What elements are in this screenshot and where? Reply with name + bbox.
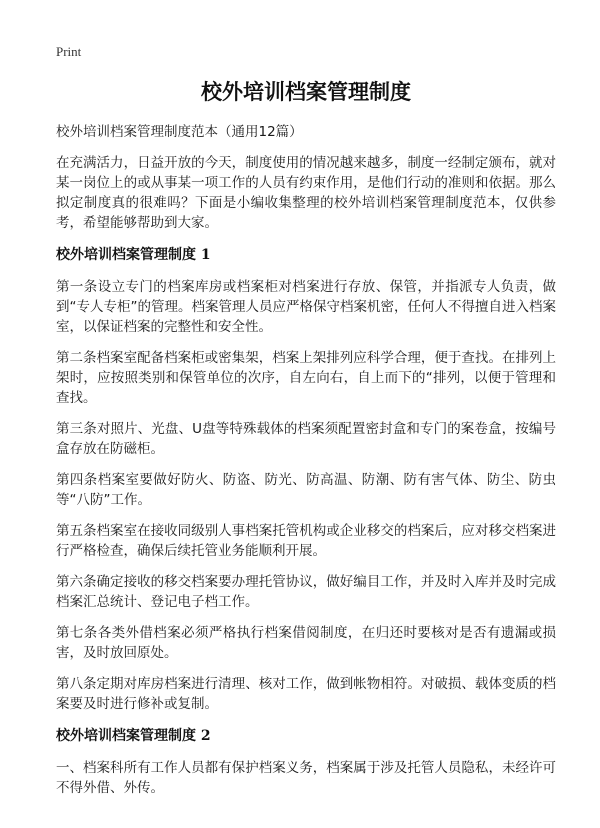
section-paragraph: 第一条设立专门的档案库房或档案柜对档案进行存放、保管，并指派专人负责，做到“专人专柜”的管理。档案管理人员应严格保守档案机密，任何人不得擅自进入档案室，以保证档案的完整性和安全性。 bbox=[56, 279, 556, 335]
section-paragraph: 第二条档案室配备档案柜或密集架，档案上架排列应科学合理，便于查找。在排列上架时，应按照类别和保管单位的次序，自左向右，自上而下的“排列，以便于管理和查找。 bbox=[56, 350, 556, 406]
section-heading: 校外培训档案管理制度 1 bbox=[56, 247, 211, 263]
section-paragraph: 第八条定期对库房档案进行清理、核对工作，做到帐物相符。对破损、载体变质的档案要及时进行修补或复制。 bbox=[56, 676, 556, 712]
section-paragraph: 一、档案科所有工作人员都有保护档案义务，档案属于涉及托管人员隐私，未经许可不得外借、外传。 bbox=[56, 760, 556, 796]
document-title: 校外培训档案管理制度 bbox=[201, 80, 411, 104]
section-heading: 校外培训档案管理制度 2 bbox=[56, 728, 211, 744]
section-paragraph: 第四条档案室要做好防火、防盗、防光、防高温、防潮、防有害气体、防尘、防虫等“八防”工作。 bbox=[56, 472, 556, 508]
section-paragraph: 第六条确定接收的移交档案要办理托管协议，做好编目工作，并及时入库并及时完成档案汇总统计、登记电子档工作。 bbox=[56, 574, 556, 610]
document-subtitle: 校外培训档案管理制度范本（通用12篇） bbox=[56, 124, 303, 140]
intro-paragraph: 在充满活力，日益开放的今天，制度使用的情况越来越多，制度一经制定颁布，就对某一岗位上的或从事某一项工作的人员有约束作用，是他们行动的准则和依据。那么拟定制度真的很难吗？下面是小编收集整理的校外培训档案管理制度范本，仅供参考，希望能够帮助到大家。 bbox=[56, 155, 556, 231]
section-paragraph: 第五条档案室在接收同级别人事档案托管机构或企业移交的档案后，应对移交档案进行严格检查，确保后续托管业务能顺利开展。 bbox=[56, 523, 556, 559]
section-paragraph: 第三条对照片、光盘、U盘等特殊载体的档案须配置密封盒和专门的案卷盒，按编号盒存放在防磁柜。 bbox=[56, 421, 556, 457]
print-link[interactable]: Print bbox=[56, 44, 82, 59]
section-paragraph: 第七条各类外借档案必须严格执行档案借阅制度，在归还时要核对是否有遗漏或损害，及时放回原处。 bbox=[56, 625, 556, 661]
